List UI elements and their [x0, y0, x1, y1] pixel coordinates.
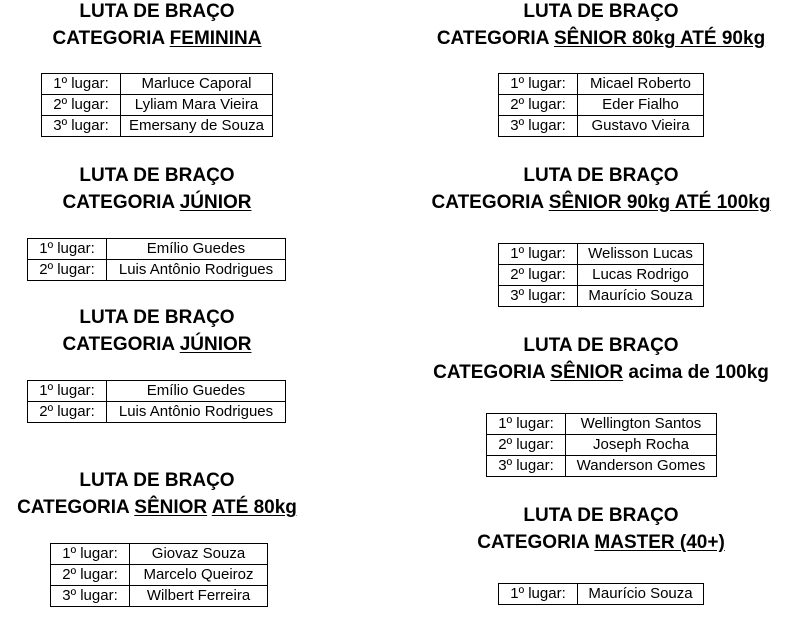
name-cell: Joseph Rocha: [566, 435, 717, 456]
category-heading: CATEGORIA JÚNIOR: [62, 192, 252, 213]
results-table: [27, 380, 286, 423]
section-title: [432, 162, 771, 216]
event-heading: LUTA DE BRAÇO: [79, 165, 235, 186]
table-row: [499, 74, 704, 95]
results-table: [27, 238, 286, 281]
category-weight: acima de 100kg: [628, 362, 769, 383]
results-table: [498, 73, 704, 137]
category-heading: CATEGORIA SÊNIOR ATÉ 80kg: [17, 497, 297, 518]
section-title: [53, 0, 262, 52]
place-cell: 1º lugar:: [51, 544, 130, 565]
place-cell: 3º lugar:: [51, 586, 130, 607]
name-cell: Maurício Souza: [578, 286, 704, 307]
name-cell: Luis Antônio Rodrigues: [107, 260, 286, 281]
category-name: JÚNIOR: [179, 192, 252, 213]
place-cell: 3º lugar:: [487, 456, 566, 477]
table-row: [499, 95, 704, 116]
results-table: [41, 73, 273, 137]
place-cell: 2º lugar:: [28, 260, 107, 281]
section-title: [433, 332, 769, 386]
name-cell: Maurício Souza: [578, 584, 704, 605]
name-cell: Lucas Rodrigo: [578, 265, 704, 286]
table-row: [499, 116, 704, 137]
table-row: [28, 402, 286, 423]
place-cell: 3º lugar:: [499, 116, 578, 137]
name-cell: Emersany de Souza: [121, 116, 273, 137]
table-row: [51, 586, 268, 607]
event-heading: LUTA DE BRAÇO: [523, 335, 679, 356]
place-cell: 3º lugar:: [42, 116, 121, 137]
place-cell: 2º lugar:: [42, 95, 121, 116]
name-cell: Micael Roberto: [578, 74, 704, 95]
section-title: [437, 0, 765, 52]
table-row: [487, 414, 717, 435]
event-heading: LUTA DE BRAÇO: [523, 1, 679, 22]
table-row: [487, 456, 717, 477]
results-table: [498, 583, 704, 605]
table-row: [499, 286, 704, 307]
place-cell: 3º lugar:: [499, 286, 578, 307]
table-row: [42, 74, 273, 95]
category-heading: CATEGORIA FEMININA: [52, 28, 262, 49]
place-cell: 1º lugar:: [28, 239, 107, 260]
section-title: [17, 467, 297, 521]
table-row: [487, 435, 717, 456]
category-name: SÊNIOR 80kg ATÉ 90kg: [553, 28, 766, 49]
category-name: SÊNIOR: [550, 362, 624, 383]
place-cell: 1º lugar:: [499, 244, 578, 265]
name-cell: Gustavo Vieira: [578, 116, 704, 137]
name-cell: Emílio Guedes: [107, 381, 286, 402]
category-heading: CATEGORIA SÊNIOR acima de 100kg: [433, 362, 769, 383]
name-cell: Marluce Caporal: [121, 74, 273, 95]
section-title: [63, 304, 252, 358]
place-cell: 2º lugar:: [499, 265, 578, 286]
table-row: [499, 584, 704, 605]
table-row: [28, 381, 286, 402]
place-cell: 1º lugar:: [28, 381, 107, 402]
name-cell: Lyliam Mara Vieira: [121, 95, 273, 116]
results-table: [50, 543, 268, 607]
place-cell: 2º lugar:: [28, 402, 107, 423]
category-heading: CATEGORIA SÊNIOR 80kg ATÉ 90kg: [436, 28, 766, 49]
event-heading: LUTA DE BRAÇO: [523, 165, 679, 186]
event-heading: LUTA DE BRAÇO: [79, 307, 235, 328]
section-title: [477, 502, 725, 556]
place-cell: 2º lugar:: [499, 95, 578, 116]
table-row: [42, 95, 273, 116]
category-heading: CATEGORIA SÊNIOR 90kg ATÉ 100kg: [431, 192, 771, 213]
place-cell: 1º lugar:: [42, 74, 121, 95]
event-heading: LUTA DE BRAÇO: [79, 470, 235, 491]
table-row: [28, 260, 286, 281]
category-name: MASTER (40+): [594, 532, 725, 553]
name-cell: Luis Antônio Rodrigues: [107, 402, 286, 423]
place-cell: 2º lugar:: [487, 435, 566, 456]
place-cell: 1º lugar:: [487, 414, 566, 435]
category-name: SÊNIOR: [134, 497, 208, 518]
place-cell: 2º lugar:: [51, 565, 130, 586]
event-heading: LUTA DE BRAÇO: [79, 1, 235, 22]
table-row: [51, 565, 268, 586]
name-cell: Emílio Guedes: [107, 239, 286, 260]
name-cell: Welisson Lucas: [578, 244, 704, 265]
name-cell: Marcelo Queiroz: [130, 565, 268, 586]
results-table: [498, 243, 704, 307]
category-name: JÚNIOR: [179, 334, 252, 355]
place-cell: 1º lugar:: [499, 74, 578, 95]
name-cell: Eder Fialho: [578, 95, 704, 116]
event-heading: LUTA DE BRAÇO: [523, 505, 679, 526]
section-title: [63, 162, 252, 216]
name-cell: Giovaz Souza: [130, 544, 268, 565]
table-row: [499, 265, 704, 286]
category-name: FEMININA: [169, 28, 262, 49]
table-row: [51, 544, 268, 565]
category-heading: CATEGORIA MASTER (40+): [477, 532, 725, 553]
table-row: [499, 244, 704, 265]
category-weight: ATÉ 80kg: [211, 497, 297, 518]
category-heading: CATEGORIA JÚNIOR: [62, 334, 252, 355]
table-row: [28, 239, 286, 260]
place-cell: 1º lugar:: [499, 584, 578, 605]
category-name: SÊNIOR 90kg ATÉ 100kg: [548, 192, 771, 213]
name-cell: Wilbert Ferreira: [130, 586, 268, 607]
name-cell: Wellington Santos: [566, 414, 717, 435]
results-table: [486, 413, 717, 477]
name-cell: Wanderson Gomes: [566, 456, 717, 477]
table-row: [42, 116, 273, 137]
